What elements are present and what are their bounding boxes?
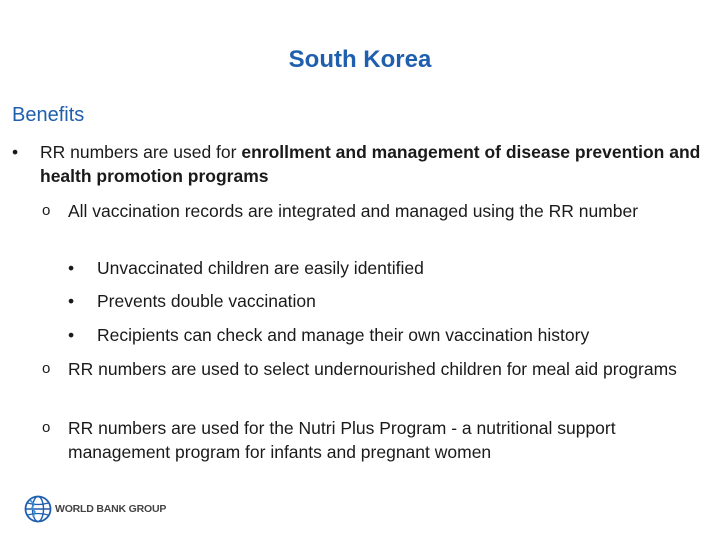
sub-sub-bullet-item (68, 323, 708, 347)
sub-sub-bullet-text: Unvaccinated children are easily identified (97, 258, 424, 278)
bullet-marker: • (12, 142, 19, 162)
world-bank-logo (24, 494, 166, 524)
logo-text: WORLD BANK GROUP (55, 503, 167, 515)
sub-sub-bullet-text: Recipients can check and manage their own vaccination history (97, 325, 590, 345)
sub-bullet-text: RR numbers are used to select undernourished children for meal aid programs (68, 359, 677, 379)
sub-bullet-item (42, 199, 702, 223)
bullet-item (12, 140, 702, 188)
sub-sub-bullet-marker: • (68, 258, 75, 278)
bullet-bold-text: enrollment and management of disease prevention and health promotion programs (40, 142, 701, 186)
globe-icon (24, 495, 52, 523)
sub-bullet-item (42, 416, 702, 464)
sub-sub-bullet-item (68, 256, 708, 280)
sub-sub-bullet-text: Prevents double vaccination (97, 291, 316, 311)
sub-bullet-marker: o (42, 202, 51, 219)
sub-sub-bullet-marker: • (68, 291, 75, 311)
section-heading: Benefits (12, 104, 85, 126)
sub-bullet-text: All vaccination records are integrated and managed using the RR number (68, 201, 639, 221)
sub-sub-bullet-marker: • (68, 325, 75, 345)
sub-bullet-text: RR numbers are used for the Nutri Plus Program - a nutritional support management program for infants and pregnant women (68, 418, 616, 462)
sub-sub-bullet-item (68, 289, 708, 313)
slide-title: South Korea (288, 46, 432, 73)
sub-bullet-marker: o (42, 419, 51, 436)
sub-bullet-item (42, 357, 702, 381)
sub-bullet-marker: o (42, 360, 51, 377)
bullet-text: RR numbers are used for enrollment and management of disease prevention and health promotion programs (40, 142, 701, 186)
